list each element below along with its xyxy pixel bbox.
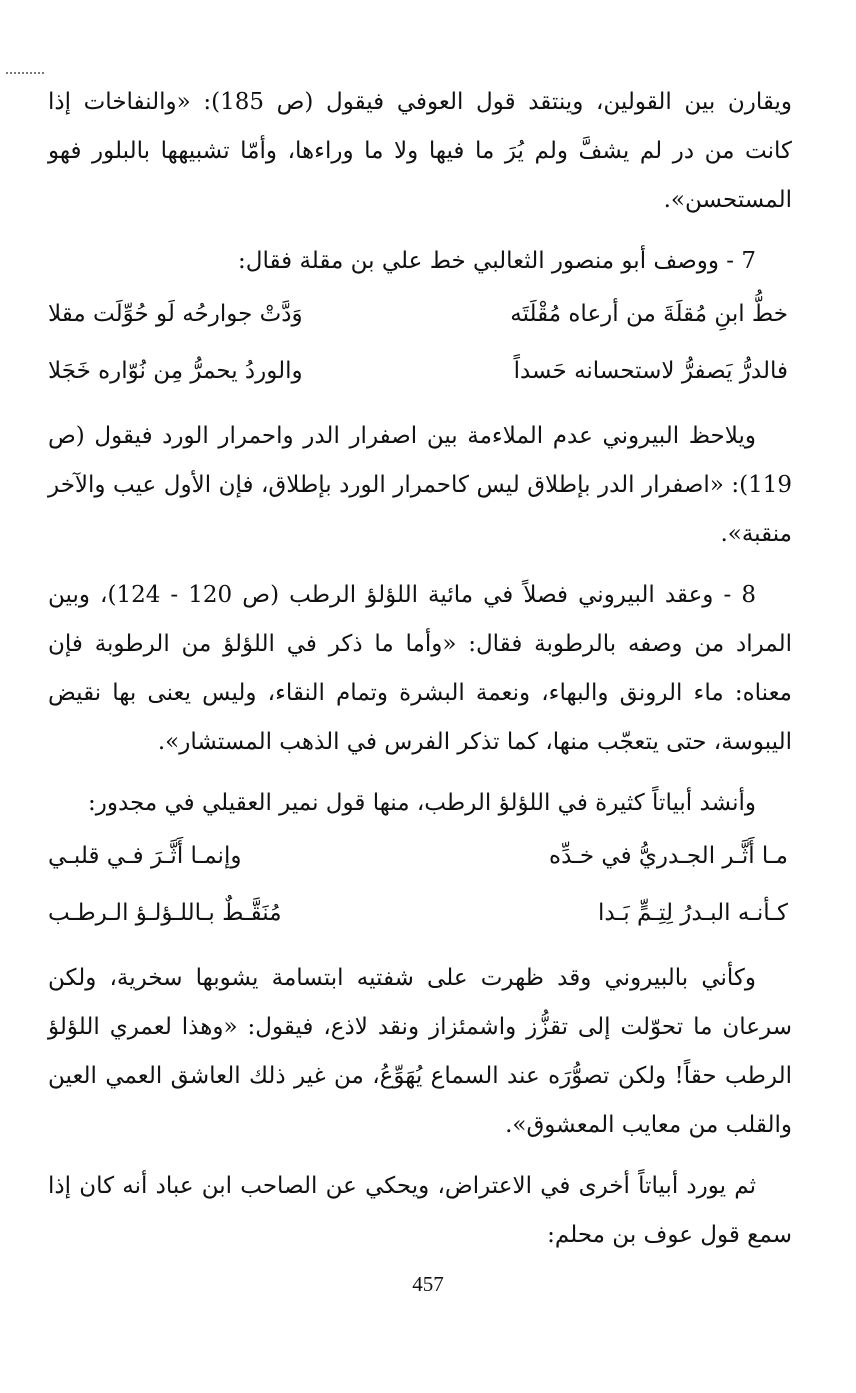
verse-line bbox=[48, 343, 792, 400]
poem-numayr bbox=[48, 828, 792, 942]
verse-hemistich-second: مُنَقَّـطٌ بـاللـؤلـؤ الـرطـب bbox=[48, 900, 282, 926]
verse-hemistich-first: فالدرُّ يَصفرُّ لاستحسانه حَسداً bbox=[513, 358, 788, 384]
paragraph-5: وأنشد أبياتاً كثيرة في اللؤلؤ الرطب، منها قول نمير العقيلي في مجدور: bbox=[88, 790, 756, 816]
verse-line bbox=[48, 885, 792, 942]
verse-hemistich-second: وَدَّتْ جوارحُه لَو حُوِّلَت مقلا bbox=[48, 301, 303, 327]
verse-hemistich-first: خطُّ ابنِ مُقلَةَ من أرعاه مُقْلَتَه bbox=[510, 301, 788, 327]
poem-thaalibi bbox=[48, 286, 792, 400]
page-body bbox=[48, 78, 792, 1260]
paragraph-7: ثم يورد أبياتاً أخرى في الاعتراض، ويحكي عن الصاحب ابن عباد أنه كان إذا سمع قول عوف بن محلم: bbox=[48, 1173, 792, 1248]
page-number: 457 bbox=[412, 1272, 444, 1296]
paragraph-2: 7 - ووصف أبو منصور الثعالبي خط علي بن مقلة فقال: bbox=[238, 248, 756, 274]
paragraph-6: وكأني بالبيروني وقد ظهرت على شفتيه ابتسامة يشوبها سخرية، ولكن سرعان ما تحوّلت إلى تقزُّز واشمئزاز ونقد لاذع، فيقول: «وهذا لعمري اللؤلؤ الرطب حقاً! ولكن تصوُّرَه عند السماع يُهَوِّعُ، من غير ذلك العاشق العمي العين والقلب من معايب المعشوق». bbox=[48, 965, 792, 1138]
verse-line bbox=[48, 286, 792, 343]
paragraph-1: ويقارن بين القولين، وينتقد قول العوفي فيقول (ص 185): «والنفاخات إذا كانت من در لم يشفَّ ولم يُرَ ما فيها ولا ما وراءها، وأمّا تشبيهها بالبلور فهو المستحسن». bbox=[48, 89, 793, 213]
verse-hemistich-second: والوردُ يحمرُّ مِن نُوّاره خَجَلا bbox=[48, 358, 303, 384]
paragraph-4: 8 - وعقد البيروني فصلاً في مائية اللؤلؤ الرطب (ص 120 - 124)، وبين المراد من وصفه بالرطوبة فقال: «وأما ما ذكر في اللؤلؤ من الرطوبة فإن معناه: ماء الرونق والبهاء، ونعمة البشرة وتمام النقاء، وليس يعنى بها نقيض اليبوسة، حتى يتعجّب منها، كما تذكر الفرس في الذهب المستشار». bbox=[48, 582, 792, 755]
verse-hemistich-first: مـا أَثَّـر الجـدريُّ في خـدِّه bbox=[549, 843, 788, 869]
scan-mark bbox=[6, 72, 44, 76]
verse-hemistich-second: وإنمـا أَثَّـرَ فـي قلبـي bbox=[48, 843, 242, 869]
verse-hemistich-first: كـأنـه البـدرُ لِتِـمٍّ بَـدا bbox=[598, 900, 788, 926]
paragraph-3: ويلاحظ البيروني عدم الملاءمة بين اصفرار الدر واحمرار الورد فيقول (ص 119): «اصفرار الدر بإطلاق ليس كاحمرار الورد بإطلاق، فإن الأول عيب والآخر منقبة». bbox=[48, 423, 792, 547]
verse-line bbox=[48, 828, 792, 885]
